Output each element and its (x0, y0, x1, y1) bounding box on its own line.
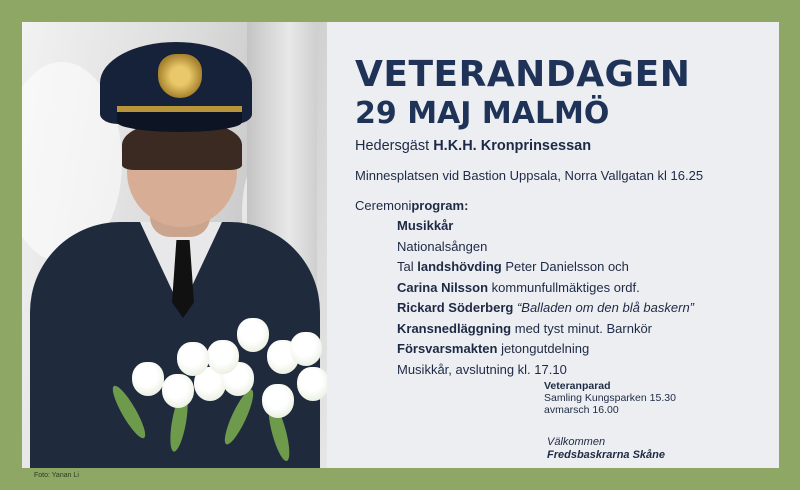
cap-badge-icon (158, 54, 202, 98)
program-heading: Ceremoniprogram: (355, 198, 469, 213)
event-info (327, 22, 779, 468)
parade-info: Veteranparad Samling Kungsparken 15.30 avmarsch 16.00 (544, 380, 676, 416)
program-item: Carina Nilsson kommunfullmäktiges ordf. (397, 279, 640, 295)
program-item: Musikkår (397, 218, 454, 233)
program-list (397, 216, 694, 380)
venue-line: Minnesplatsen vid Bastion Uppsala, Norra Vallgatan kl 16.25 (355, 168, 704, 183)
guest-of-honor: Hedersgäst H.K.H. Kronprinsessan (355, 138, 592, 154)
photo-credit: Foto: Yanan Li (34, 472, 79, 479)
program-item: Musikkår, avslutning kl. 17.10 (397, 361, 567, 377)
program-item: Tal landshövding Peter Danielsson och (397, 259, 629, 274)
portrait-photo (22, 22, 327, 468)
welcome-signature: Välkommen Fredsbaskrarna Skåne (547, 436, 666, 461)
event-title: VETERANDAGEN (355, 54, 691, 95)
program-item: Försvarsmakten jetongutdelning (397, 341, 590, 356)
program-item: Rickard Söderberg “Balladen om den blå baskern” (397, 300, 695, 315)
program-item: Kransnedläggning med tyst minut. Barnkör (397, 320, 653, 336)
program-item: Nationalsången (397, 238, 488, 254)
poster-card (22, 22, 779, 468)
event-date-location: 29 MAJ MALMÖ (355, 96, 610, 131)
